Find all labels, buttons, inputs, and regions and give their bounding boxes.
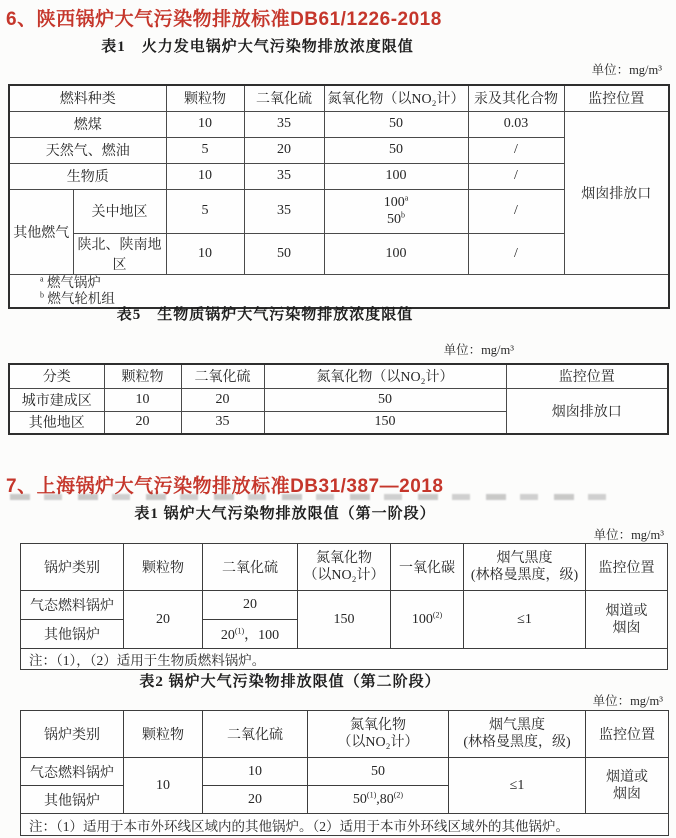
footnote-text: 燃气轮机组 bbox=[47, 290, 115, 306]
table-cell: 35 bbox=[181, 411, 264, 434]
table-cell bbox=[391, 591, 464, 649]
table-cell: 35 bbox=[244, 189, 324, 233]
col-header-co: 一氧化碳 bbox=[391, 544, 464, 591]
nox-value: 50 bbox=[352, 791, 367, 807]
so2-value: 20 bbox=[220, 628, 235, 643]
footnote-mark: b bbox=[401, 210, 405, 220]
header-line: （以NO₂计） bbox=[337, 735, 419, 750]
col-header-nox: 氮氧化物（以NO₂计） bbox=[324, 85, 468, 111]
table-cell: 100 bbox=[324, 233, 468, 274]
table-cell: 50 bbox=[244, 233, 324, 274]
table-caption-shaanxi-5: 表5 生物质锅炉大气污染物排放浓度限值 bbox=[116, 307, 414, 323]
table-cell: 10 bbox=[166, 163, 244, 189]
header-line: （以NO₂计） bbox=[303, 568, 385, 583]
nox-value-b: 50 bbox=[387, 212, 401, 227]
footnote-mark: (2) bbox=[393, 789, 404, 799]
table-cell-other-gas: 其他燃气 bbox=[9, 189, 73, 274]
footnote-text: 燃气锅炉 bbox=[46, 274, 101, 290]
col-header-pm: 颗粒物 bbox=[124, 711, 203, 758]
table-cell-category: 城市建成区 bbox=[9, 388, 104, 411]
col-header-so2: 二氧化硫 bbox=[203, 544, 298, 591]
col-header-type: 锅炉类别 bbox=[21, 711, 124, 758]
col-header-monitor: 监控位置 bbox=[586, 711, 669, 758]
table-cell-monitor bbox=[586, 758, 669, 814]
footnote-mark: b bbox=[40, 290, 44, 299]
table-cell-fuel: 天然气、燃油 bbox=[9, 137, 166, 163]
table-cell: ≤1 bbox=[449, 758, 586, 814]
table-cell: / bbox=[468, 163, 564, 189]
unit-label-shanghai-1: 单位：mg/m³ bbox=[593, 528, 664, 542]
nox-value-a: 100 bbox=[383, 195, 405, 210]
table-cell: 20 bbox=[124, 591, 203, 649]
col-header-fuel: 燃料种类 bbox=[9, 85, 166, 111]
table-cell-category: 其他地区 bbox=[9, 411, 104, 434]
table-note: 注：（1）适用于本市外环线区域内的其他锅炉。（2）适用于本市外环线区域外的其他锅炉。 bbox=[21, 814, 669, 836]
table-cell: 35 bbox=[244, 163, 324, 189]
table-cell: 0.03 bbox=[468, 111, 564, 137]
table-cell: 100 bbox=[324, 163, 468, 189]
table-cell: / bbox=[468, 137, 564, 163]
table-caption-shaanxi-1: 表1 火力发电锅炉大气污染物排放浓度限值 bbox=[101, 39, 414, 55]
monitor-line: 烟道或 bbox=[605, 603, 648, 619]
table-cell: 35 bbox=[244, 111, 324, 137]
col-header-pm: 颗粒物 bbox=[104, 364, 181, 388]
col-header-so2: 二氧化硫 bbox=[203, 711, 308, 758]
table-shanghai-2 bbox=[20, 710, 669, 836]
table-caption-shanghai-2: 表2 锅炉大气污染物排放限值（第二阶段） bbox=[139, 674, 441, 690]
col-header-type: 锅炉类别 bbox=[21, 544, 124, 591]
col-header-monitor: 监控位置 bbox=[564, 85, 669, 111]
header-line: 氮氧化物 bbox=[350, 718, 406, 733]
table-cell-fuel: 生物质 bbox=[9, 163, 166, 189]
so2-value-tail: ，100 bbox=[244, 628, 280, 643]
table-cell: 10 bbox=[166, 233, 244, 274]
table-cell: ≤1 bbox=[464, 591, 586, 649]
col-header-pm: 颗粒物 bbox=[124, 544, 203, 591]
table-cell: 50 bbox=[324, 137, 468, 163]
table-shanghai-1 bbox=[20, 543, 668, 670]
table-cell: 20 bbox=[181, 388, 264, 411]
table-cell: / bbox=[468, 189, 564, 233]
table-cell-type: 气态燃料锅炉 bbox=[21, 758, 124, 786]
table-cell: 10 bbox=[203, 758, 308, 786]
table-cell-region: 关中地区 bbox=[73, 189, 166, 233]
table-cell: 20 bbox=[244, 137, 324, 163]
table-cell: 5 bbox=[166, 137, 244, 163]
table-cell: 20 bbox=[104, 411, 181, 434]
table-note: 注：（1），（2）适用于生物质燃料锅炉。 bbox=[21, 649, 668, 670]
table-cell-monitor bbox=[586, 591, 668, 649]
table-cell: 10 bbox=[166, 111, 244, 137]
table-cell: 150 bbox=[264, 411, 506, 434]
table-cell: 10 bbox=[124, 758, 203, 814]
table-cell: 10 bbox=[104, 388, 181, 411]
table-cell bbox=[308, 786, 449, 814]
header-line: 烟气黑度 bbox=[489, 718, 545, 733]
section6-heading: 6、陕西锅炉大气污染物排放标准DB61/1226-2018 bbox=[6, 9, 442, 30]
monitor-line: 烟囱 bbox=[612, 620, 641, 636]
footnote-mark: (2) bbox=[432, 609, 443, 619]
col-header-blackness bbox=[449, 711, 586, 758]
col-header-nox bbox=[298, 544, 391, 591]
table-cell: 5 bbox=[166, 189, 244, 233]
table-cell-type: 其他锅炉 bbox=[21, 620, 124, 649]
co-value: 100 bbox=[411, 611, 433, 627]
col-header-nox bbox=[308, 711, 449, 758]
table-caption-shanghai-1: 表1 锅炉大气污染物排放限值（第一阶段） bbox=[134, 506, 436, 522]
col-header-monitor: 监控位置 bbox=[506, 364, 668, 388]
table-cell: / bbox=[468, 233, 564, 274]
col-header-blackness bbox=[464, 544, 586, 591]
footnote-mark: (1) bbox=[234, 626, 245, 636]
obscured-text-remnant bbox=[10, 494, 618, 500]
table-cell: 50 bbox=[308, 758, 449, 786]
footnote-mark: (1) bbox=[366, 789, 377, 799]
col-header-so2: 二氧化硫 bbox=[181, 364, 264, 388]
table-cell-monitor: 烟囱排放口 bbox=[564, 111, 669, 274]
table-cell: 50 bbox=[324, 111, 468, 137]
table-cell-type: 其他锅炉 bbox=[21, 786, 124, 814]
section7-heading: 7、上海锅炉大气污染物排放标准DB31/387—2018 bbox=[6, 476, 444, 497]
table-cell: 50 bbox=[264, 388, 506, 411]
footnote-mark: a bbox=[40, 274, 44, 283]
table-shaanxi-5 bbox=[8, 363, 669, 435]
table-cell bbox=[203, 620, 298, 649]
unit-label-shaanxi-5: 单位：mg/m³ bbox=[443, 343, 514, 357]
col-header-pm: 颗粒物 bbox=[166, 85, 244, 111]
table-cell-monitor: 烟囱排放口 bbox=[506, 388, 668, 434]
unit-label-shaanxi-1: 单位：mg/m³ bbox=[591, 63, 662, 77]
header-line: 烟气黑度 bbox=[496, 551, 553, 566]
header-line: (林格曼黑度，级) bbox=[470, 568, 579, 583]
monitor-line: 烟道或 bbox=[606, 769, 648, 785]
table-cell-fuel: 燃煤 bbox=[9, 111, 166, 137]
col-header-so2: 二氧化硫 bbox=[244, 85, 324, 111]
header-line: (林格曼黑度，级) bbox=[463, 735, 571, 750]
unit-label-shanghai-2: 单位：mg/m³ bbox=[592, 694, 663, 708]
col-header-monitor: 监控位置 bbox=[586, 544, 668, 591]
table-cell: 150 bbox=[298, 591, 391, 649]
table-cell-region: 陕北、陕南地区 bbox=[73, 233, 166, 274]
table-cell: 20 bbox=[203, 591, 298, 620]
col-header-hg: 汞及其化合物 bbox=[468, 85, 564, 111]
table-cell-type: 气态燃料锅炉 bbox=[21, 591, 124, 620]
header-line: 氮氧化物 bbox=[316, 551, 372, 566]
table-shaanxi-1 bbox=[8, 84, 670, 309]
table-cell-nox-double bbox=[324, 189, 468, 233]
monitor-line: 烟囱 bbox=[613, 786, 641, 802]
col-header-nox: 氮氧化物（以NO₂计） bbox=[264, 364, 506, 388]
footnote-mark: a bbox=[404, 193, 409, 203]
nox-value-tail: ,80 bbox=[376, 791, 394, 807]
table-cell: 20 bbox=[203, 786, 308, 814]
col-header-category: 分类 bbox=[9, 364, 104, 388]
